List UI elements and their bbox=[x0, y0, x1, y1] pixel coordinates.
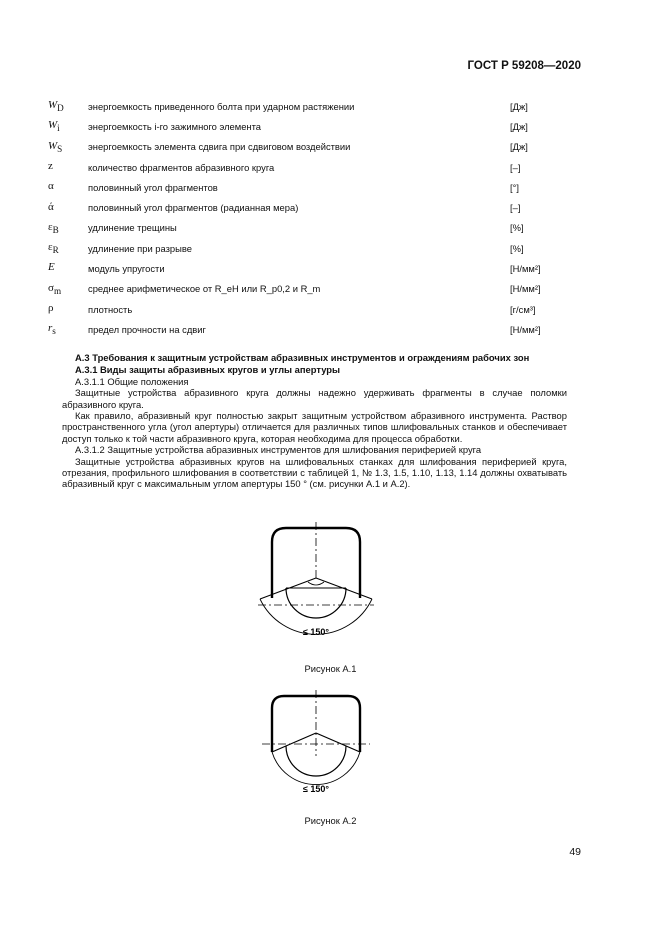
angle-label: ≤ 150° bbox=[302, 784, 330, 794]
symbol-cell: $\varepsilon_R$ bbox=[48, 241, 59, 256]
unit-cell: [Н/мм²] bbox=[510, 323, 541, 335]
unit-cell: [Дж] bbox=[510, 141, 528, 153]
description-cell: половинный угол фрагментов bbox=[88, 181, 218, 193]
symbol-cell: z bbox=[48, 159, 53, 172]
figure-a1 bbox=[200, 522, 460, 648]
symbol-cell: E bbox=[48, 261, 55, 274]
symbol-cell: ά bbox=[48, 200, 54, 213]
symbol-row bbox=[48, 177, 558, 197]
description-cell: плотность bbox=[88, 303, 133, 315]
description-cell: количество фрагментов абразивного круга bbox=[88, 161, 275, 173]
subsection-heading: А.3.1 Виды защиты абразивных кругов и углы апертуры bbox=[75, 364, 341, 376]
symbol-row bbox=[48, 96, 558, 116]
symbol-cell: $W_S$ bbox=[48, 139, 63, 154]
paragraph: Защитные устройства абразивного круга должны надежно удерживать фрагменты в случае поломки абразивного круга. bbox=[62, 387, 567, 410]
section-body bbox=[62, 352, 567, 490]
symbol-row bbox=[48, 116, 558, 136]
paragraph-heading: А.3.1.2 Защитные устройства абразивных инструментов для шлифования периферией круга bbox=[75, 444, 482, 456]
symbol-row bbox=[48, 157, 558, 177]
unit-cell: [–] bbox=[510, 202, 521, 214]
symbol-row bbox=[48, 279, 558, 299]
figure-caption: Рисунок А.1 bbox=[304, 663, 357, 674]
symbol-cell: $\varepsilon_B$ bbox=[48, 220, 59, 236]
description-cell: предел прочности на сдвиг bbox=[88, 323, 206, 335]
unit-cell: [–] bbox=[510, 161, 521, 173]
paragraph: Защитные устройства абразивных кругов на шлифовальных станках для шлифования периферией круга, отрезания, профильного шлифования в соответствии с таблицей 1, № 1.3, 1.5, 1.10, 1.13, 1.14 должны охватывать абразивный круг с максимальным углом апертуры 150 ° (см. рисунки А.1 и А.2). bbox=[62, 455, 567, 490]
section-heading: А.3 Требования к защитным устройствам абразивных инструментов и ограждениям рабочих зон bbox=[75, 352, 530, 363]
page-number: 49 bbox=[569, 846, 581, 858]
symbol-row bbox=[48, 197, 558, 217]
unit-cell: [г/см³] bbox=[510, 303, 536, 315]
paragraph-heading: А.3.1.1 Общие положения bbox=[75, 375, 189, 387]
symbol-cell: ρ bbox=[48, 302, 54, 315]
description-cell: энергоемкость i-го зажимного элемента bbox=[88, 120, 261, 132]
description-cell: удлинение трещины bbox=[88, 222, 177, 234]
wheel-guard-diagram bbox=[200, 522, 460, 648]
document-header: ГОСТ Р 59208—2020 bbox=[467, 60, 581, 72]
symbol-row bbox=[48, 299, 558, 319]
symbol-row bbox=[48, 258, 558, 278]
unit-cell: [Дж] bbox=[510, 120, 528, 132]
symbol-row bbox=[48, 137, 558, 157]
symbol-cell: $\sigma_m$ bbox=[48, 281, 62, 296]
unit-cell: [Дж] bbox=[510, 100, 528, 112]
paragraph: Как правило, абразивный круг полностью закрыт защитным устройством абразивного инструмента. Раствор пространственного угла (угол апертуры) отличается для различных типов шлифовальных станков и обеспечивает доступ только к той части абразивного круга, которая необходима для процесса обработки. bbox=[62, 410, 567, 444]
symbol-cell: α bbox=[48, 180, 54, 193]
unit-cell: [Н/мм²] bbox=[510, 283, 541, 295]
description-cell: удлинение при разрыве bbox=[88, 242, 192, 254]
unit-cell: [°] bbox=[510, 181, 519, 193]
symbol-cell: $W_D$ bbox=[48, 99, 64, 114]
description-cell: среднее арифметическое от R_eH или R_p0,2 и R_m bbox=[88, 283, 321, 295]
symbol-row bbox=[48, 218, 558, 238]
unit-cell: [Н/мм²] bbox=[510, 263, 541, 275]
symbol-cell: $W_i$ bbox=[48, 119, 60, 134]
figure-caption: Рисунок А.2 bbox=[304, 815, 357, 826]
description-cell: модуль упругости bbox=[88, 263, 165, 275]
unit-cell: [%] bbox=[510, 242, 524, 254]
unit-cell: [%] bbox=[510, 222, 524, 234]
description-cell: энергоемкость элемента сдвига при сдвиговом воздействии bbox=[88, 141, 351, 153]
symbol-cell: $r_s$ bbox=[48, 322, 56, 337]
symbols-table bbox=[48, 96, 558, 340]
wheel-guard-diagram bbox=[200, 690, 460, 802]
description-cell: энергоемкость приведенного болта при ударном растяжении bbox=[88, 100, 355, 112]
figure-a2 bbox=[200, 690, 460, 802]
symbol-row bbox=[48, 319, 558, 339]
symbol-row bbox=[48, 238, 558, 258]
description-cell: половинный угол фрагментов (радианная мера) bbox=[88, 202, 299, 214]
angle-label: ≤ 150° bbox=[302, 627, 330, 637]
